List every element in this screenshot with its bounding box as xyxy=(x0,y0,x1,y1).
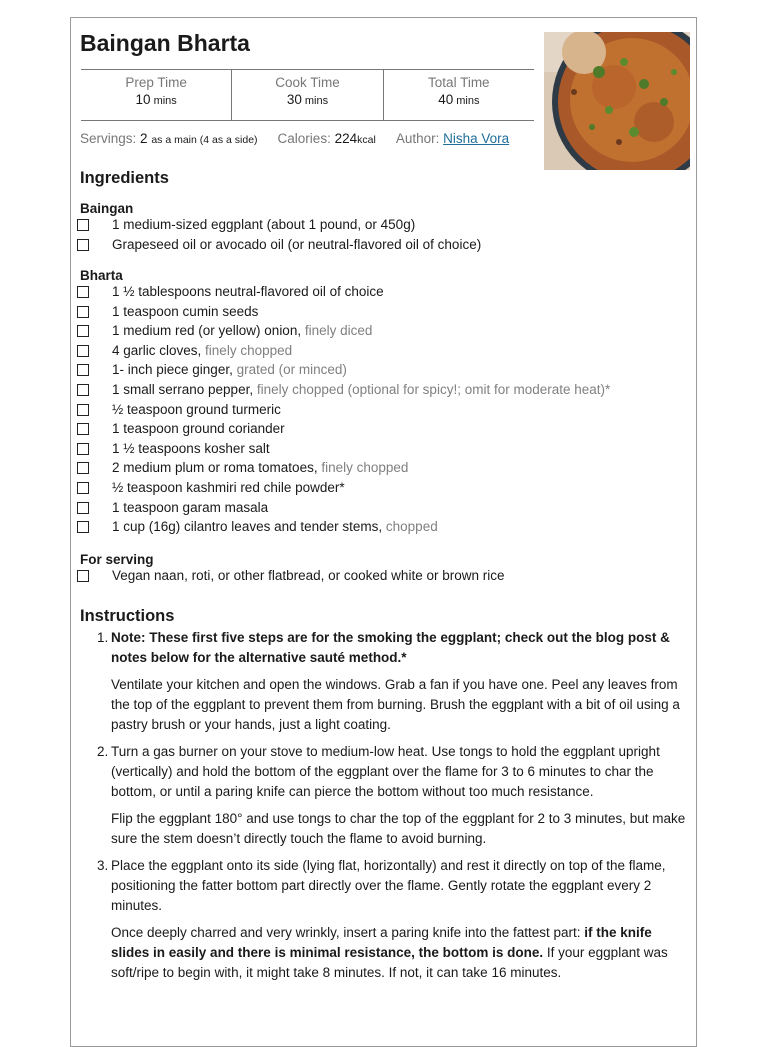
ingredient-checkbox[interactable] xyxy=(77,364,89,376)
recipe-meta xyxy=(80,131,509,146)
ingredient-text xyxy=(112,460,408,475)
ingredient-checkbox[interactable] xyxy=(77,325,89,337)
total-time-label: Total Time xyxy=(428,75,490,90)
cook-time-value xyxy=(232,92,382,107)
ingredient-text xyxy=(112,237,481,252)
instructions-heading: Instructions xyxy=(80,607,175,625)
step-text: If your eggplant was soft/ripe to begin with, it might take 8 minutes. If not, it can take 16 minutes. xyxy=(111,945,668,980)
ingredient-note: finely chopped xyxy=(201,342,293,358)
ingredient-text xyxy=(112,323,372,338)
cook-time xyxy=(231,70,382,120)
ingredient-main: Vegan naan, roti, or other flatbread, or cooked white or brown rice xyxy=(112,568,505,583)
step-number: 2. xyxy=(97,744,109,759)
ingredient-checkbox[interactable] xyxy=(77,443,89,455)
ingredient-group-heading: Baingan xyxy=(80,201,134,216)
ingredient-item xyxy=(71,402,691,422)
ingredient-list xyxy=(71,217,691,256)
ingredient-main: 1 ½ teaspoons kosher salt xyxy=(112,440,270,456)
recipe-photo xyxy=(544,32,690,170)
calories-unit: kcal xyxy=(357,134,376,146)
ingredient-item xyxy=(71,343,691,363)
ingredient-item xyxy=(71,304,691,324)
step-paragraph xyxy=(111,675,689,735)
step-text: Once deeply charred and very wrinkly, insert a paring knife into the fattest part: xyxy=(111,925,585,940)
step-paragraph xyxy=(111,856,689,916)
instruction-step xyxy=(97,742,689,849)
ingredient-text xyxy=(112,402,281,417)
ingredient-text xyxy=(112,362,347,377)
ingredient-text xyxy=(112,568,504,583)
calories-number: 224 xyxy=(334,131,358,146)
servings-label: Servings: xyxy=(80,131,137,146)
ingredient-checkbox[interactable] xyxy=(77,219,89,231)
ingredient-checkbox[interactable] xyxy=(77,306,89,318)
recipe-card xyxy=(70,17,697,1047)
ingredient-group-heading: Bharta xyxy=(80,268,123,283)
recipe-photo-image xyxy=(544,32,690,170)
ingredient-note: finely chopped (optional for spicy!; omit for moderate heat)* xyxy=(253,381,611,397)
ingredient-item xyxy=(71,382,691,402)
cook-time-label: Cook Time xyxy=(275,75,340,90)
ingredient-text xyxy=(112,421,285,436)
ingredient-checkbox[interactable] xyxy=(77,482,89,494)
ingredient-note: grated (or minced) xyxy=(232,362,347,378)
total-time xyxy=(383,70,534,120)
cook-time-unit: mins xyxy=(304,95,329,107)
instruction-steps xyxy=(97,628,689,990)
ingredient-main: ½ teaspoon kashmiri red chile powder* xyxy=(112,479,345,495)
ingredient-main: 1 cup (16g) cilantro leaves and tender stems, xyxy=(112,519,383,535)
ingredient-group-heading: For serving xyxy=(80,552,154,567)
step-paragraph xyxy=(111,809,689,849)
ingredient-text xyxy=(112,500,268,515)
ingredient-text xyxy=(112,284,384,299)
ingredient-main: 4 garlic cloves, xyxy=(112,342,202,358)
author-label: Author: xyxy=(395,131,440,146)
ingredient-main: 1 teaspoon ground coriander xyxy=(112,421,285,437)
ingredient-checkbox[interactable] xyxy=(77,423,89,435)
ingredient-checkbox[interactable] xyxy=(77,345,89,357)
ingredient-text xyxy=(112,441,270,456)
ingredient-note: chopped xyxy=(382,519,438,535)
prep-time-unit: mins xyxy=(153,95,177,107)
ingredient-item xyxy=(71,519,691,539)
step-paragraph xyxy=(111,628,689,668)
ingredient-item xyxy=(71,362,691,382)
ingredient-main: ½ teaspoon ground turmeric xyxy=(112,401,281,417)
step-text: Flip the eggplant 180° and use tongs to char the top of the eggplant for 2 to 3 minutes, but make sure the stem doesn’t directly touch the flame to avoid burning. xyxy=(111,811,686,846)
ingredient-item xyxy=(71,421,691,441)
ingredient-checkbox[interactable] xyxy=(77,239,89,251)
ingredients-heading: Ingredients xyxy=(80,169,169,187)
ingredient-main: 2 medium plum or roma tomatoes, xyxy=(112,460,318,476)
ingredient-item xyxy=(71,480,691,500)
recipe-title: Baingan Bharta xyxy=(80,30,250,56)
calories-label: Calories: xyxy=(277,131,331,146)
ingredient-note: finely chopped xyxy=(317,460,409,476)
servings-value: 2 xyxy=(140,131,148,146)
ingredient-item xyxy=(71,568,691,588)
ingredient-text xyxy=(112,343,292,358)
step-text: Place the eggplant onto its side (lying flat, horizontally) and rest it directly on top of the flame, positioning the fatter bottom part directly over the flame. Gently rotate the eggplant every 2 minutes. xyxy=(111,858,666,913)
ingredient-item xyxy=(71,237,691,257)
ingredient-main: 1 teaspoon cumin seeds xyxy=(112,303,259,319)
step-text-bold: if the knife slides in easily and there is minimal resistance, the bottom is done. xyxy=(111,925,652,960)
total-time-number: 40 xyxy=(438,92,454,107)
ingredient-item xyxy=(71,500,691,520)
ingredient-main: 1 teaspoon garam masala xyxy=(112,499,269,515)
instruction-step xyxy=(97,856,689,983)
ingredient-list xyxy=(71,284,691,539)
step-text: Ventilate your kitchen and open the windows. Grab a fan if you have one. Peel any leaves from the top of the eggplant to prevent them from burning. Brush the eggplant with a bit of oil using a pastry brush or your hands, just a light coating. xyxy=(111,677,680,732)
ingredient-item xyxy=(71,284,691,304)
cook-time-number: 30 xyxy=(286,92,302,107)
ingredient-main: 1 medium-sized eggplant (about 1 pound, or 450g) xyxy=(112,217,416,232)
ingredient-item xyxy=(71,323,691,343)
total-time-unit: mins xyxy=(456,95,480,107)
instruction-step xyxy=(97,628,689,735)
ingredient-main: Grapeseed oil or avocado oil (or neutral-flavored oil of choice) xyxy=(112,236,482,252)
ingredient-checkbox[interactable] xyxy=(77,404,89,416)
step-paragraph xyxy=(111,923,689,983)
ingredient-text xyxy=(112,217,415,232)
step-paragraph xyxy=(111,742,689,802)
prep-time-number: 10 xyxy=(135,92,151,107)
recipe-times xyxy=(81,69,534,121)
prep-time-label: Prep Time xyxy=(125,75,187,90)
ingredient-note: finely diced xyxy=(301,323,373,339)
total-time-value xyxy=(384,92,534,107)
ingredient-list xyxy=(71,568,691,588)
ingredient-item xyxy=(71,217,691,237)
step-number: 3. xyxy=(97,858,109,873)
prep-time xyxy=(81,70,231,120)
author-link[interactable]: Nisha Vora xyxy=(443,131,510,146)
ingredient-main: 1 medium red (or yellow) onion, xyxy=(112,323,302,339)
prep-time-value xyxy=(81,92,231,107)
ingredient-text xyxy=(112,480,345,495)
ingredient-checkbox[interactable] xyxy=(77,462,89,474)
ingredient-text xyxy=(112,304,258,319)
ingredient-text xyxy=(112,519,438,534)
ingredient-checkbox[interactable] xyxy=(77,384,89,396)
ingredient-checkbox[interactable] xyxy=(77,570,89,582)
ingredient-checkbox[interactable] xyxy=(77,502,89,514)
ingredient-item xyxy=(71,460,691,480)
calories-value xyxy=(335,131,376,146)
step-text-bold: Note: These first five steps are for the smoking the eggplant; check out the blog post & notes below for the alternative sauté method.* xyxy=(111,630,670,665)
ingredient-text xyxy=(112,382,610,397)
servings-note: as a main (4 as a side) xyxy=(151,134,258,146)
ingredient-main: 1 small serrano pepper, xyxy=(112,381,254,397)
ingredient-item xyxy=(71,441,691,461)
step-number: 1. xyxy=(97,630,109,645)
ingredient-checkbox[interactable] xyxy=(77,286,89,298)
ingredient-checkbox[interactable] xyxy=(77,521,89,533)
ingredient-main: 1- inch piece ginger, xyxy=(112,362,233,378)
ingredient-main: 1 ½ tablespoons neutral-flavored oil of choice xyxy=(112,284,384,299)
step-text: Turn a gas burner on your stove to medium-low heat. Use tongs to hold the eggplant upright (vertically) and hold the bottom of the eggplant over the flame for 3 to 6 minutes to char the bottom, or until a paring knife can pierce the bottom without too much resistance. xyxy=(111,744,660,799)
